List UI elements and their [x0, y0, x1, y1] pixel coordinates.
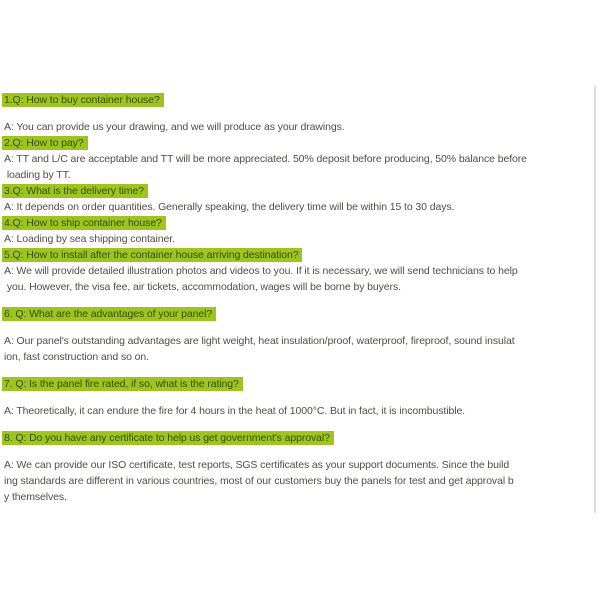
faq-answer-line: A: Theoretically, it can endure the fire for 4 hours in the heat of 1000°C. But in fact, it is incombustible. [4, 405, 465, 417]
faq-question [2, 215, 596, 231]
faq-answer-line: ion, fast construction and so on. [4, 351, 149, 363]
faq-answer-line: A: Loading by sea shipping container. [4, 233, 175, 245]
faq-answer-line: y themselves. [4, 491, 67, 503]
blank-line [2, 392, 596, 403]
question-highlight: 5.Q: How to install after the container house arriving destination? [2, 248, 302, 262]
question-highlight: 6. Q: What are the advantages of your panel? [2, 307, 216, 321]
question-highlight: 2.Q: How to pay? [2, 136, 88, 150]
content-right-divider [594, 85, 596, 513]
faq-answer-line: A: We can provide our ISO certificate, test reports, SGS certificates as your support documents. Since the build [4, 459, 510, 471]
question-highlight: 1.Q: How to buy container house? [2, 93, 164, 107]
faq-answer-line: loading by TT. [4, 169, 71, 181]
faq-question [2, 183, 596, 199]
faq-answer-line: A: Our panel's outstanding advantages are light weight, heat insulation/proof, waterproof, fireproof, sound insulat [4, 335, 515, 347]
question-highlight: 3.Q: What is the delivery time? [2, 184, 148, 198]
faq-question [2, 376, 596, 392]
faq-answer-line: A: It depends on order quantities. Generally speaking, the delivery time will be within 15 to 30 days. [4, 201, 455, 213]
blank-line [2, 322, 596, 333]
question-highlight: 8. Q: Do you have any certificate to help us get government's approval? [2, 431, 334, 445]
faq-answer-line: you. However, the visa fee, air tickets, accommodation, wages will be borne by buyers. [4, 281, 401, 293]
faq-list [2, 92, 596, 505]
blank-line [2, 419, 596, 430]
blank-line [2, 295, 596, 306]
blank-line [2, 365, 596, 376]
faq-question [2, 430, 596, 446]
faq-question [2, 306, 596, 322]
blank-line [2, 108, 596, 119]
faq-question [2, 247, 596, 263]
faq-question [2, 135, 596, 151]
faq-answer-line: A: TT and L/C are acceptable and TT will be more appreciated. 50% deposit before producing, 50% balance before [4, 153, 527, 165]
faq-answer-line: A: We will provide detailed illustration photos and videos to you. If it is necessary, we will send technicians to help [4, 265, 518, 277]
faq-answer-line: A: You can provide us your drawing, and we will produce as your drawings. [4, 121, 345, 133]
question-highlight: 7. Q: Is the panel fire rated, if so, what is the rating? [2, 377, 243, 391]
faq-answer-line: ing standards are different in various countries, most of our customers buy the panels for test and get approval b [4, 475, 514, 487]
faq-question [2, 92, 596, 108]
blank-line [2, 446, 596, 457]
question-highlight: 4.Q: How to ship container house? [2, 216, 166, 230]
